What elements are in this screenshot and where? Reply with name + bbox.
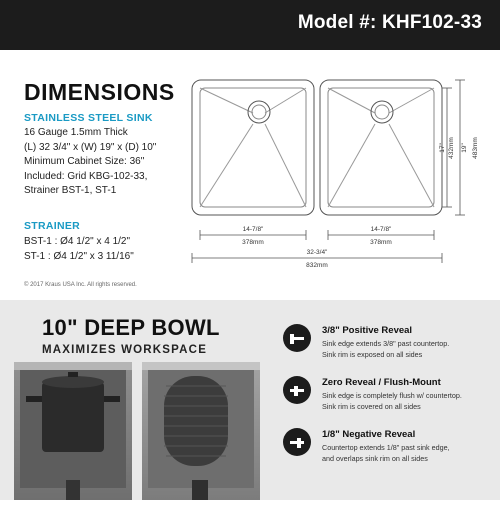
sink-heading: STAINLESS STEEL SINK (24, 112, 153, 124)
sink-specs (24, 126, 156, 199)
reveal-line: Sink edge extends 3/8" past countertop. (322, 339, 450, 348)
sink-with-plates-photo (142, 362, 260, 500)
total-width-mm: 832mm (306, 262, 328, 269)
negative-reveal-title: 1/8" Negative Reveal (322, 429, 416, 440)
sink-dimension-drawing (180, 62, 490, 290)
left-bowl-width-mm: 378mm (242, 239, 264, 246)
zero-reveal-text (322, 390, 492, 412)
strainer-spec-line: BST-1 : Ø4 1/2" x 4 1/2" (24, 236, 131, 247)
sink-spec-line: Minimum Cabinet Size: 36" (24, 156, 145, 167)
right-bowl-width-in: 14-7/8" (370, 226, 392, 233)
outer-height-in: 19" (461, 143, 468, 153)
right-drain (371, 101, 393, 123)
right-bowl-width-mm: 378mm (370, 239, 392, 246)
pot-illustration (14, 362, 132, 500)
left-bowl-outline (192, 80, 314, 215)
sink-spec-line: 16 Gauge 1.5mm Thick (24, 127, 128, 138)
inner-height-in: 17" (439, 143, 446, 153)
zero-reveal-title: Zero Reveal / Flush-Mount (322, 377, 441, 388)
strainer-heading: STRAINER (24, 220, 81, 232)
positive-reveal-text (322, 338, 492, 360)
sink-spec-line: (L) 32 3/4" x (W) 19" x (D) 10" (24, 141, 157, 153)
reveal-line: Sink rim is covered on all sides (322, 402, 421, 411)
outer-height-mm: 483mm (472, 137, 479, 159)
positive-reveal-icon (283, 324, 311, 352)
plates-illustration (142, 362, 260, 500)
right-bowl-inner (328, 88, 434, 207)
positive-reveal-title: 3/8" Positive Reveal (322, 325, 413, 336)
reveal-line: Sink edge is completely flush w/ countertop. (322, 391, 462, 400)
sink-with-pot-photo (14, 362, 132, 500)
negative-reveal-icon (283, 428, 311, 456)
dimensions-title: DIMENSIONS (24, 79, 175, 105)
sink-spec-line: Included: Grid KBG-102-33, (24, 170, 148, 182)
strainer-spec-line: ST-1 : Ø4 1/2" x 3 11/16" (24, 250, 134, 262)
model-number: Model #: KHF102-33 (297, 12, 482, 33)
right-bowl-outline (320, 80, 442, 215)
sink-spec-line: Strainer BST-1, ST-1 (24, 185, 117, 196)
reveal-line: and overlaps sink rim on all sides (322, 454, 428, 463)
reveal-line: Sink rim is exposed on all sides (322, 350, 423, 359)
header-bar (0, 0, 500, 50)
left-bowl-inner (200, 88, 306, 207)
negative-reveal-text (322, 442, 492, 464)
inner-height-mm: 432mm (448, 137, 455, 159)
reveal-line: Countertop extends 1/8" past sink edge, (322, 443, 450, 452)
deep-bowl-subtitle: MAXIMIZES WORKSPACE (42, 344, 208, 356)
zero-reveal-icon (283, 376, 311, 404)
left-bowl-width-in: 14-7/8" (242, 226, 264, 233)
total-width-in: 32-3/4" (306, 249, 328, 256)
copyright: © 2017 Kraus USA Inc. All rights reserved. (24, 282, 137, 288)
deep-bowl-title: 10" DEEP BOWL (42, 315, 220, 340)
strainer-specs (24, 235, 134, 264)
